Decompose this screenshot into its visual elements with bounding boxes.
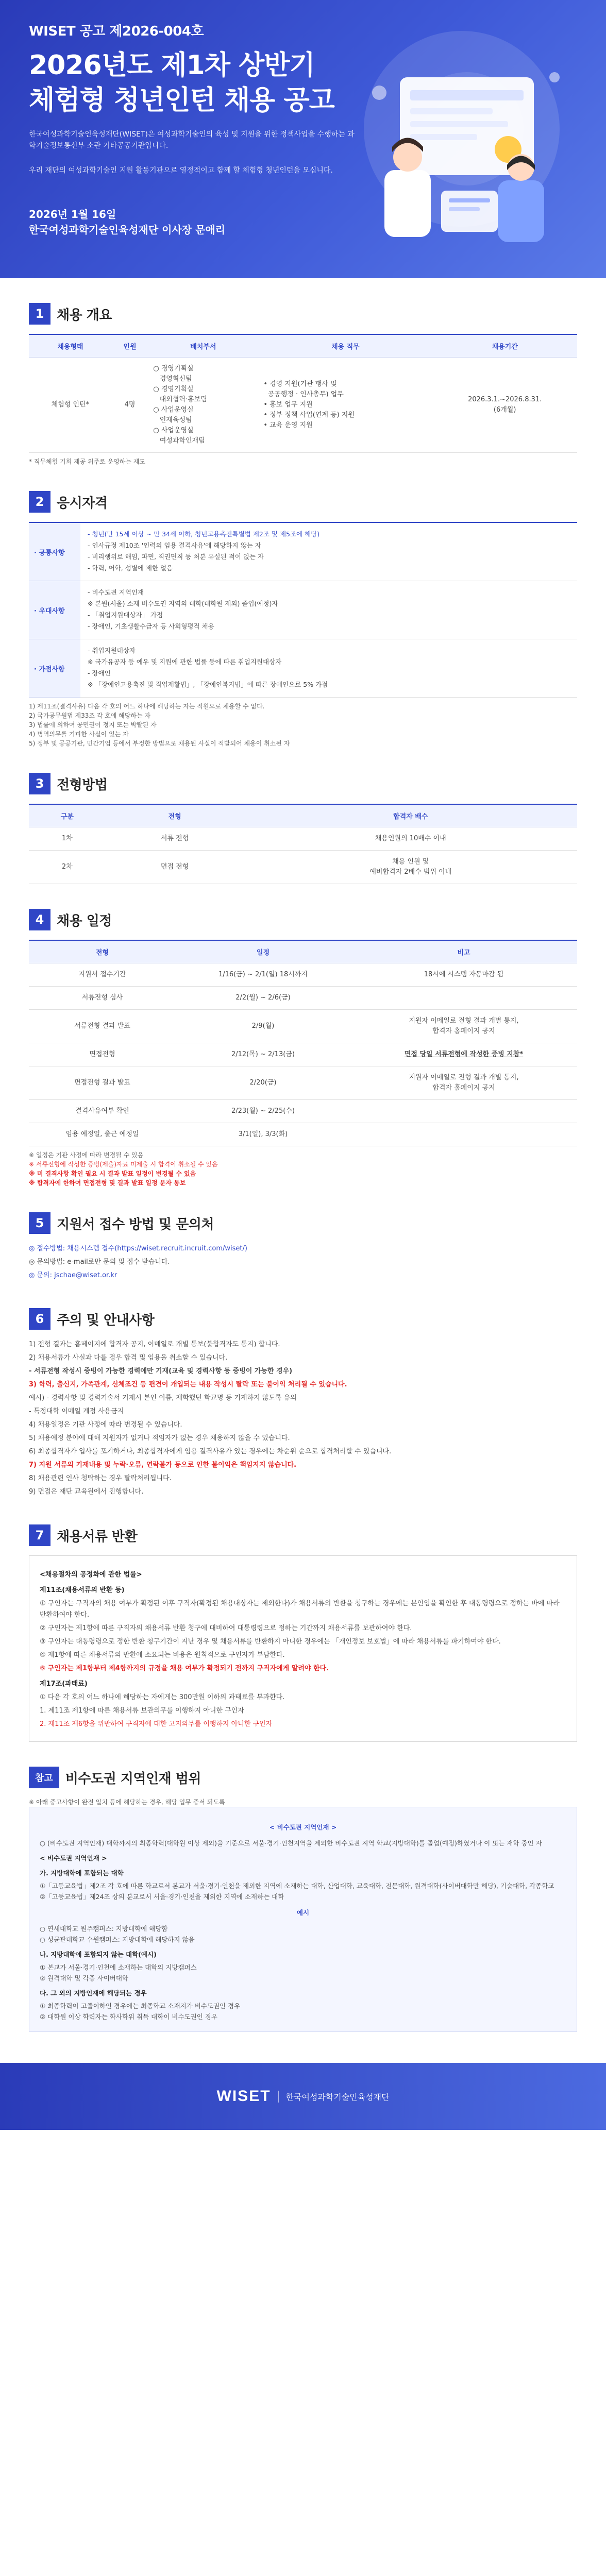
section-header [29, 909, 577, 930]
table-header: 채용기간 [432, 335, 577, 358]
section-title: 채용 개요 [57, 307, 112, 323]
table-row [29, 851, 577, 884]
section-document-return [29, 1500, 577, 1742]
table-note: * 직무체험 기회 제공 위주로 운영하는 제도 [29, 458, 145, 465]
section-application [29, 1188, 577, 1281]
table-cell: 채용 인원 및 예비합격자 2배수 범위 이내 [244, 851, 577, 884]
table-header: 일정 [176, 941, 350, 963]
table-header: 전형 [106, 805, 244, 827]
hero-banner [0, 0, 606, 278]
section-notices [29, 1283, 577, 1498]
table-header: 구분 [29, 805, 106, 827]
section-selection [29, 748, 577, 884]
table-cell: 채용인원의 10배수 이내 [244, 827, 577, 851]
table-cell-depts: ○ 경영기획실 경영혁신팀 ○ 경영기획실 대외협력·홍보팀 ○ 사업운영실 인재육성팀 ○ 사업운영실 여성과학인재팀 [148, 358, 258, 453]
list-item: ◎ 문의방법: e-mail로만 문의 및 접수 받습니다. [29, 1258, 170, 1266]
section-number: 2 [29, 491, 50, 513]
section-number: 7 [29, 1524, 50, 1546]
section-header [29, 491, 577, 513]
table-cell-duties: • 경영 지원(기관 행사 및 공공행정 · 인사총무) 업무 • 홍보 업무 지원 • 정부 정책 사업(연계 등) 지원 • 교육 운영 지원 [258, 358, 432, 453]
table-row [29, 827, 577, 851]
section-title: 지원서 접수 방법 및 문의처 [57, 1216, 214, 1232]
qualification-grid [29, 522, 577, 698]
application-list [29, 1243, 577, 1281]
section-header [29, 1524, 577, 1546]
notice-org: 한국여성과학기술인육성재단 이사장 문애리 [29, 224, 226, 236]
table-cell: 서류 전형 [106, 827, 244, 851]
table-header: 배치부서 [148, 335, 258, 358]
notice-list: 1) 전형 결과는 홈페이지에 합격자 공지, 이메일로 개별 통보(불합격자도 통지) 합니다. 2) 채용서류가 사실과 다를 경우 합격 및 임용을 취소할 수 있습니다. - 서류전형 작성시 증빙이 가능한 경력에만 기재(교육 및 경력사항 등 증빙이 가능한 경우) 3) 학력, 출신지, 가족관계, 신체조건 등 편견이 개입되는 내용 작성시 탈락 또는 불이익 처리될 수 있습니다. 예시) - 경력사항 및 경력기술서 기재시 본인 이름, 재학했던 학교명 등 기재하지 않도록 유의 - 특정대학 이메일 계정 사용금지 4) 채용일정은 기관 사정에 따라 변경될 수 있습니다. 5) 채용예정 분야에 대해 지원자가 없거나 적임자가 없는 경우 채용하지 않을 수 있습니다. 6) 최종합격자가 입사를 포기하거나, 최종합격자에게 임용 결격사유가 있는 경우에는 차순위 순으로 합격처리할 수 있습니다. 7) 지원 서류의 기재내용 및 누락·오류, 연락불가 등으로 인한 불이익은 책임지지 않습니다. 8) 채용관련 인사 청탁하는 경우 탈락처리됩니다. 9) 면접은 재단 교육원에서 진행합니다. [29, 1341, 392, 1496]
table-cell: 4명 [112, 358, 148, 453]
table-cell: 체험형 인턴* [29, 358, 112, 453]
footer-logo: WISET [216, 2088, 271, 2105]
notice-number: WISET 공고 제2026-004호 [29, 24, 204, 39]
section-reference [29, 1742, 577, 2032]
reference-note: ※ 아래 중고사항이 완전 일치 등에 해당하는 경우, 해당 업무 증서 되도록 [29, 1799, 225, 1806]
qual-label: · 우대사항 [29, 581, 80, 639]
table-cell: 2차 [29, 851, 106, 884]
table-header: 전형 [29, 941, 176, 963]
law-box: <채용절차의 공정화에 관한 법률> 제11조(채용서류의 반환 등) ① 구인자는 구직자의 채용 여부가 확정된 이후 구직자(확정된 채용대상자는 제외한다)가 채용서류의 반환을 청구하는 경우에는 본인임을 확인한 후 대통령령으로 정하는 바에 따라 반환하여야 한다. ② 구인자는 제1항에 따른 구직자의 채용서류 반환 청구에 대비하여 대통령령으로 정하는 기간까지 채용서류를 보관하여야 한다. ③ 구인자는 대통령령으로 정한 반환 청구기간이 지난 경우 및 채용서류를 반환하지 아니한 경우에는 「개인정보 보호법」에 따라 채용서류를 파기하여야 한다. ④ 제1항에 따른 채용서류의 반환에 소요되는 비용은 원칙적으로 구인자가 부담한다. ⑤ 구인자는 제1항부터 제4항까지의 규정을 채용 여부가 확정되기 전까지 구직자에게 알려야 한다. 제17조(과태료) ① 다음 각 호의 어느 하나에 해당하는 자에게는 300만원 이하의 과태료를 부과한다. 1. 제11조 제1항에 따른 채용서류 보관의무를 이행하지 아니한 구인자 2. 제11조 제6항을 위반하여 구직자에 대한 고지의무를 이행하지 아니한 구인자 [29, 1555, 577, 1742]
hero-description: 한국여성과학기술인육성재단(WISET)은 여성과학기술인의 육성 및 지원을 위한 정책사업을 수행하는 과학기술정보통신부 소관 기타공공기관입니다. [29, 130, 355, 150]
section-number: 4 [29, 909, 50, 930]
table-cell-period: 2026.3.1.~2026.8.31. (6개월) [432, 358, 577, 453]
section-number: 6 [29, 1308, 50, 1330]
section-header [29, 303, 577, 325]
table-cell: 면접 전형 [106, 851, 244, 884]
section-title: 주의 및 안내사항 [57, 1312, 155, 1328]
qual-notes: 1) 제11조(결격사유) 다음 각 호의 어느 하나에 해당하는 자는 직원으로 채용할 수 없다. 2) 국가공무원법 제33조 각 호에 해당하는 자 3) 법률에 의하여 공민권이 정지 또는 박탈된 자 4) 병역의무를 기피한 사실이 있는 자 5) 정부 및 공공기관, 민간기업 등에서 부정한 방법으로 채용된 사실이 적발되어 채용이 취소된 자 [29, 703, 290, 747]
section-title: 채용서류 반환 [57, 1529, 138, 1545]
qual-value: - 취업지원대상자 ※ 국가유공자 등 예우 및 지원에 관한 법률 등에 따른 취업지원대상자 - 장애인 ※ 「장애인고용촉진 및 직업재활법」, 「장애인복지법」에 따른 장애인으로 5% 가점 [80, 639, 577, 698]
section-number: 1 [29, 303, 50, 325]
reference-badge: 참고 [29, 1767, 59, 1788]
table-row: 면접전형 2/12(목) ~ 2/13(금) 면접 당일 서류전형에 작성한 증빙 지참* [29, 1043, 577, 1066]
section-overview [29, 278, 577, 466]
selection-table [29, 805, 577, 884]
schedule-table [29, 941, 577, 1146]
table-header: 인원 [112, 335, 148, 358]
section-number: 3 [29, 773, 50, 794]
qual-label: · 공통사항 [29, 523, 80, 581]
section-title: 채용 일정 [57, 913, 112, 929]
table-row [29, 358, 577, 453]
hero-description: 우리 재단의 여성과학기술인 지원 활동기관으로 열정적이고 함께 할 체험형 청년인턴을 모십니다. [29, 166, 333, 175]
footer [0, 2063, 606, 2130]
qual-value: - 비수도권 지역인재 ※ 본원(서울) 소재 비수도권 지역의 대학(대학원 제외) 졸업(예정)자 - 「취업지원대상자」 가점 - 장애인, 기초생활수급자 등 사회형평적 채용 [80, 581, 577, 639]
reference-box: < 비수도권 지역인재 > ○ (비수도권 지역인재) 대학까지의 최종학력(대학원 이상 제외)을 기준으로 서울·경기·인천지역을 제외한 비수도권 지역 학교(지방대학)를 졸업(예정)하였거나 이 또는 재학 중인 자 < 비수도권 지역인재 > 가. 지방대학에 포함되는 대학 ①「고등교육법」제2조 각 호에 따른 학교로서 본교가 서울·경기·인천을 제외한 지역에 소재하는 대학, 산업대학, 교육대학, 전문대학, 원격대학(사이버대학만 해당), 기술대학, 각종학교 ②「고등교육법」제24조 상의 분교로서 서울·경기·인천을 제외한 지역에 소재하는 대학 예시 ○ 연세대학교 원주캠퍼스: 지방대학에 해당함 ○ 성균관대학교 수원캠퍼스: 지방대학에 해당하지 않음 나. 지방대학에 포함되지 않는 대학(예시) ① 본교가 서울·경기·인천에 소재하는 대학의 지방캠퍼스 ② 원격대학 및 각종 사이버대학 다. 그 외의 지방인재에 해당되는 경우 ① 최종학력이 고졸이하인 경우에는 최종학교 소재지가 비수도권인 경우 ② 대학원 이상 학력자는 학사학위 취득 대학이 비수도권인 경우 [29, 1807, 577, 2032]
section-qualifications [29, 466, 577, 748]
table-row: 임용 예정일, 출근 예정일 3/1(일), 3/3(화) [29, 1123, 577, 1146]
notice-date: 2026년 1월 16일 [29, 208, 116, 221]
table-row: 서류전형 결과 발표 2/9(월) 지원자 이메일로 전형 결과 개별 통지, 합격자 홈페이지 공지 [29, 1010, 577, 1043]
table-header: 비고 [350, 941, 577, 963]
page-title: 체험형 청년인턴 채용 공고 [29, 85, 334, 116]
table-cell: 1차 [29, 827, 106, 851]
table-row: 면접전형 결과 발표 2/20(금) 지원자 이메일로 전형 결과 개별 통지, 합격자 홈페이지 공지 [29, 1066, 577, 1100]
section-header [29, 773, 577, 794]
table-header: 채용형태 [29, 335, 112, 358]
table-header: 채용 직무 [258, 335, 432, 358]
qual-label: · 가점사항 [29, 639, 80, 698]
section-header [29, 1767, 577, 1788]
contact-email-link[interactable]: ◎ 문의: jschae@wiset.or.kr [29, 1272, 117, 1279]
section-header [29, 1308, 577, 1330]
page-title: 2026년도 제1차 상반기 [29, 50, 315, 81]
table-row: 지원서 접수기간 1/16(금) ~ 2/1(일) 18시까지 18시에 시스템 자동마감 됨 [29, 963, 577, 987]
section-number: 5 [29, 1212, 50, 1234]
section-title: 전형방법 [57, 777, 108, 793]
section-header [29, 1212, 577, 1234]
hero-illustration [338, 15, 585, 263]
table-row: 서류전형 심사 2/2(월) ~ 2/6(금) [29, 987, 577, 1010]
qual-value: - 청년(만 15세 이상 ~ 만 34세 이하, 청년고용촉진특별법 제2조 및 제5조에 해당) - 인사규정 제10조 '인력의 임용 결격사유'에 해당하지 않는 자 - 비리행위로 해임, 파면, 직권면직 등 처분 유실된 적이 없는 자 - 학력, 어학, 성별에 제한 없음 [80, 523, 577, 581]
footer-org: 한국여성과학기술인육성재단 [278, 2091, 390, 2103]
section-title: 비수도권 지역인재 범위 [65, 1771, 201, 1787]
section-title: 응시자격 [57, 495, 108, 511]
application-link[interactable]: ◎ 접수방법: 채용시스템 접수(https://wiset.recruit.incruit.com/wiset/) [29, 1245, 247, 1252]
table-row: 결격사유여부 확인 2/23(월) ~ 2/25(수) [29, 1100, 577, 1123]
table-header: 합격자 배수 [244, 805, 577, 827]
overview-table [29, 335, 577, 453]
section-schedule [29, 884, 577, 1188]
schedule-notes: ※ 일정은 기관 사정에 따라 변경될 수 있음 ※ 서류전형에 작성한 증빙(제출)자료 미제출 시 합격이 취소될 수 있음 ※ 미 결격사항 확인 필요 시 결과 발표 일정이 변경될 수 있음 ※ 합격자에 한하여 면접전형 및 결과 발표 일정 문자 통보 [29, 1151, 218, 1187]
